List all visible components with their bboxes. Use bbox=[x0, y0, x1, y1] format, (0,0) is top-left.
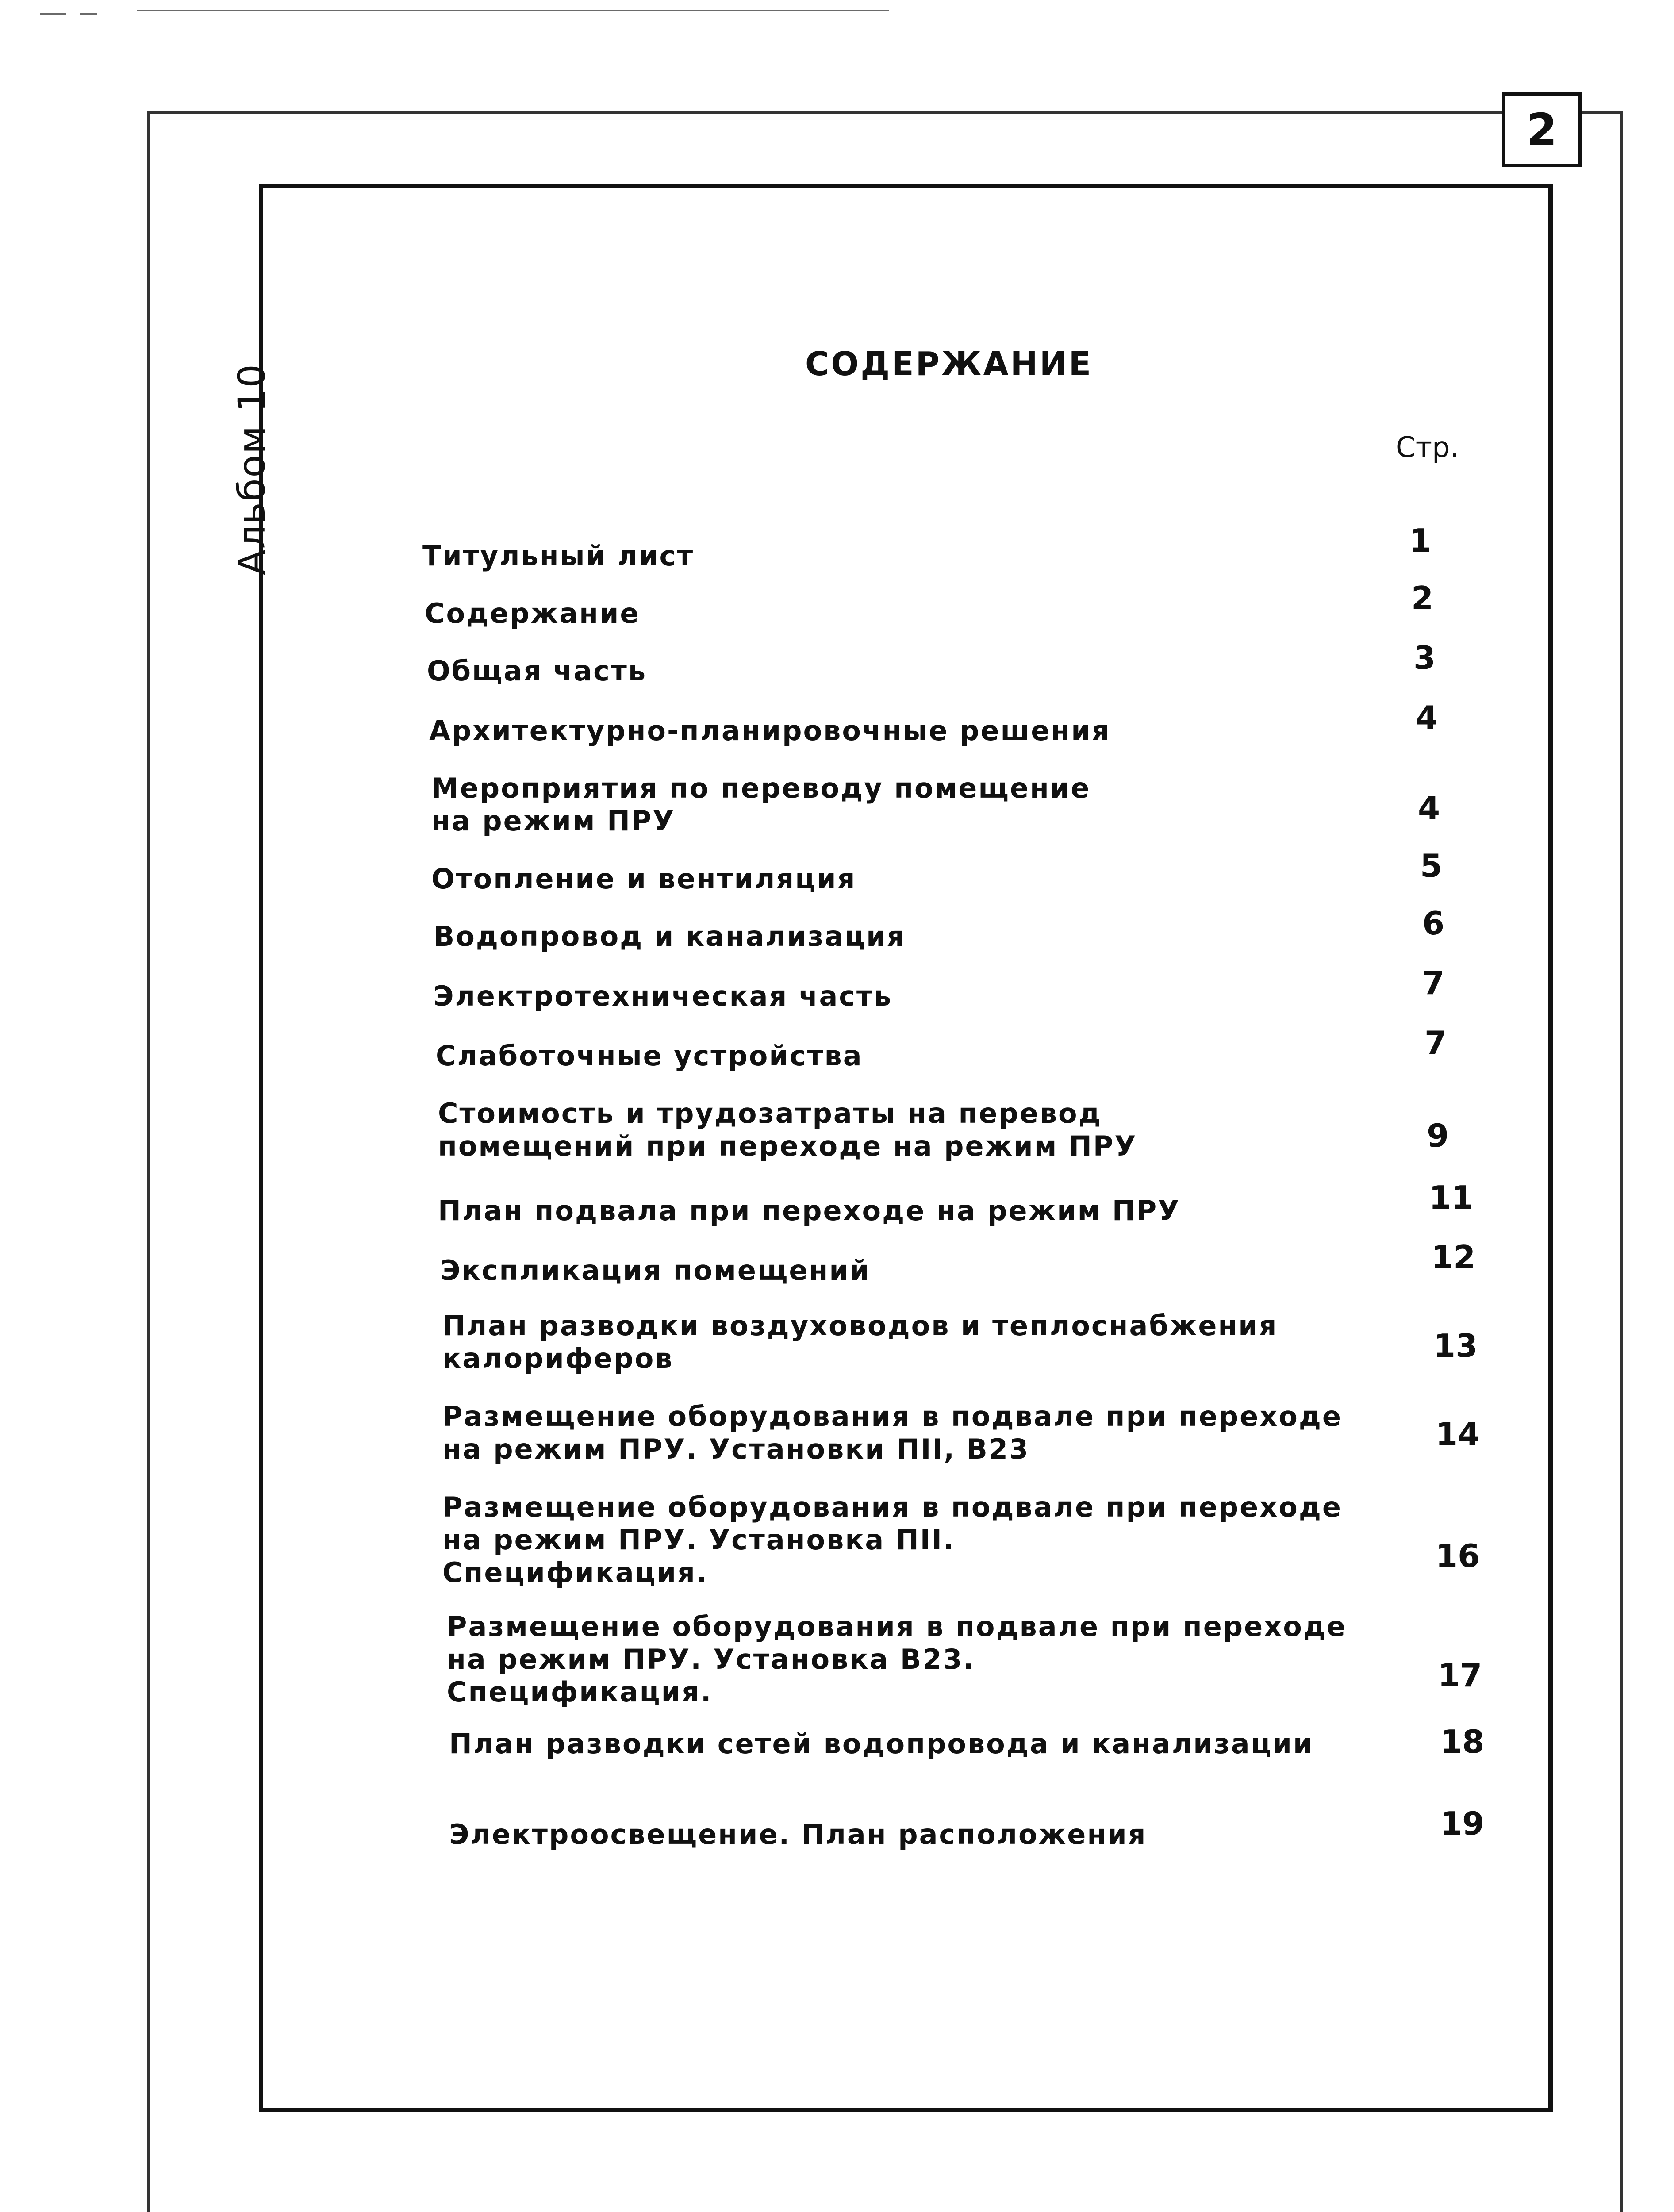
toc-entry-title bbox=[434, 980, 892, 1013]
toc-entry-page: 16 bbox=[1436, 1537, 1480, 1575]
toc-entry-page: 1 bbox=[1409, 522, 1432, 559]
document-title: СОДЕРЖАНИЕ bbox=[805, 345, 1093, 383]
toc-entry-page: 4 bbox=[1416, 699, 1438, 736]
toc-entry-line: Стоимость и трудозатраты на перевод bbox=[438, 1097, 1102, 1129]
toc-entry-line: Титульный лист bbox=[422, 540, 695, 572]
toc-entry-line: План подвала при переходе на режим ПРУ bbox=[438, 1194, 1181, 1227]
toc-entry-line: Спецификация. bbox=[442, 1556, 708, 1589]
toc-entry-line: помещений при переходе на режим ПРУ bbox=[438, 1130, 1137, 1162]
page-number-box bbox=[1502, 92, 1582, 167]
toc-entry-page: 12 bbox=[1431, 1239, 1476, 1276]
toc-entry-page: 11 bbox=[1429, 1179, 1474, 1216]
toc-entry-title bbox=[447, 1610, 1347, 1709]
toc-entry-title bbox=[425, 597, 640, 630]
toc-entry-title bbox=[438, 1194, 1180, 1227]
scan-artifact-line bbox=[80, 13, 97, 15]
toc-entry-line: Водопровод и канализация bbox=[434, 920, 906, 952]
toc-entry-line: Электроосвещение. План расположения bbox=[449, 1818, 1147, 1851]
toc-entry-line: Размещение оборудования в подвале при переходе bbox=[447, 1610, 1347, 1643]
toc-entry-line: Спецификация. bbox=[447, 1676, 713, 1708]
toc-entry-page: 14 bbox=[1436, 1416, 1480, 1453]
toc-entry-line: калориферов bbox=[442, 1342, 674, 1375]
toc-entry-line: Содержание bbox=[425, 597, 640, 630]
toc-entry-line: Размещение оборудования в подвале при переходе bbox=[442, 1400, 1342, 1432]
toc-entry-line: План разводки сетей водопровода и канализации bbox=[449, 1728, 1314, 1760]
toc-entry-line: Архитектурно-планировочные решения bbox=[429, 714, 1111, 747]
toc-entry-title bbox=[449, 1728, 1313, 1760]
toc-entry-title bbox=[431, 772, 1090, 837]
toc-entry-line: Размещение оборудования в подвале при переходе bbox=[442, 1491, 1342, 1523]
album-label: Альбом 10 bbox=[230, 363, 273, 575]
page-column-header: Стр. bbox=[1396, 431, 1459, 464]
toc-entry-page: 13 bbox=[1433, 1327, 1478, 1364]
toc-entry-title bbox=[431, 863, 856, 895]
toc-entry-line: на режим ПРУ. Установки ПII, В23 bbox=[442, 1433, 1030, 1465]
toc-entry-title bbox=[442, 1310, 1278, 1375]
toc-entry-line: на режим ПРУ bbox=[431, 805, 676, 837]
page-number: 2 bbox=[1526, 104, 1557, 156]
toc-entry-line: на режим ПРУ. Установка В23. bbox=[447, 1643, 975, 1675]
toc-entry-page: 17 bbox=[1438, 1657, 1482, 1694]
toc-entry-line: Общая часть bbox=[427, 655, 647, 687]
scan-artifact-line bbox=[137, 10, 889, 11]
toc-entry-page: 7 bbox=[1424, 1024, 1447, 1061]
toc-entry-page: 2 bbox=[1411, 580, 1434, 617]
toc-entry-line: Экспликация помещений bbox=[440, 1254, 871, 1286]
toc-entry-title bbox=[442, 1400, 1342, 1466]
scan-artifact-line bbox=[40, 13, 66, 15]
toc-entry-page: 7 bbox=[1422, 964, 1445, 1002]
toc-entry-page: 9 bbox=[1427, 1117, 1449, 1154]
toc-entry-title bbox=[440, 1254, 870, 1287]
toc-entry-line: Мероприятия по переводу помещение bbox=[431, 772, 1091, 804]
toc-entry-title bbox=[442, 1491, 1342, 1589]
toc-entry-page: 6 bbox=[1422, 905, 1445, 942]
toc-entry-line: Слаботочные устройства bbox=[436, 1040, 863, 1072]
toc-entry-line: Электротехническая часть bbox=[434, 980, 893, 1012]
toc-entry-page: 19 bbox=[1440, 1805, 1485, 1842]
toc-entry-page: 18 bbox=[1440, 1723, 1485, 1760]
toc-entry-title bbox=[434, 920, 906, 953]
toc-entry-line: на режим ПРУ. Установка ПII. bbox=[442, 1524, 955, 1556]
toc-entry-title bbox=[436, 1040, 863, 1072]
toc-entry-title bbox=[438, 1097, 1137, 1163]
toc-entry-line: План разводки воздуховодов и теплоснабжения bbox=[442, 1310, 1278, 1342]
toc-entry-title bbox=[449, 1818, 1147, 1851]
toc-entry-title bbox=[427, 655, 647, 687]
toc-entry-title bbox=[429, 714, 1110, 747]
toc-entry-page: 3 bbox=[1413, 639, 1436, 676]
toc-entry-title bbox=[422, 540, 694, 572]
toc-entry-page: 5 bbox=[1420, 847, 1443, 884]
toc-entry-page: 4 bbox=[1418, 790, 1440, 827]
toc-entry-line: Отопление и вентиляция bbox=[431, 863, 856, 895]
